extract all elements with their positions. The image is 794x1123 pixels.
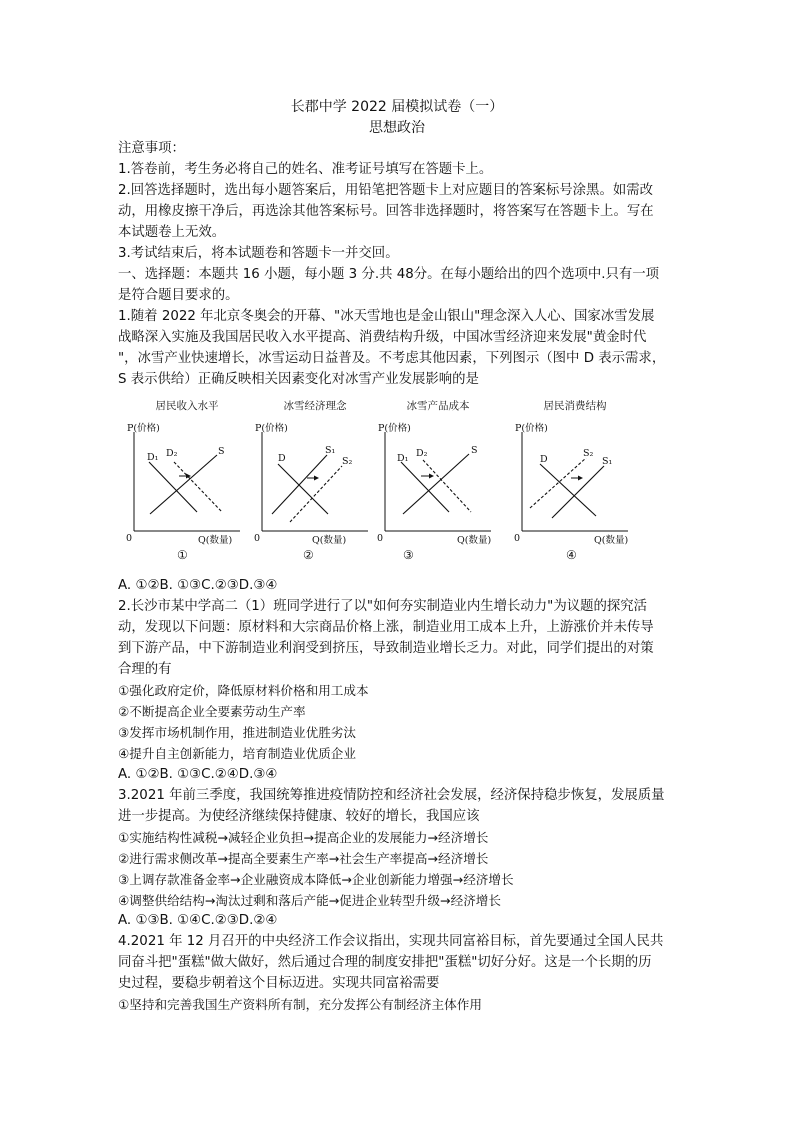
origin-label: 0 <box>377 533 384 544</box>
subject-title: 思想政治 <box>369 120 425 136</box>
y-axis-label: P(价格) <box>515 423 548 434</box>
supply-demand-graph <box>510 398 640 568</box>
q4-stem-line: 史过程，要稳步朝着这个目标迈进。实现共同富裕需要 <box>118 976 440 991</box>
notice-line: 3.考试结束后，将本试题卷和答题卡一并交回。 <box>118 246 399 261</box>
q3-stem-line: 进一步提高。为使经济继续保持健康、较好的增长，我国应该 <box>118 809 480 824</box>
diagram-income <box>122 398 252 568</box>
origin-label: 0 <box>514 533 521 544</box>
q2-options: A. ①②B. ①③C.②④D.③④ <box>118 767 278 782</box>
curve-label: D <box>278 453 286 464</box>
notice-line: 1.答卷前，考生务必将自己的姓名、准考证号填写在答题卡上。 <box>118 162 493 177</box>
diagram-number: ① <box>177 548 188 562</box>
diagram-number: ④ <box>566 548 577 562</box>
q3-item: ①实施结构性减税→减轻企业负担→提高企业的发展能力→经济增长 <box>118 830 489 845</box>
q4-item: ①坚持和完善我国生产资料所有制，充分发挥公有制经济主体作用 <box>118 997 482 1012</box>
diagram-concept <box>250 398 380 568</box>
q1-stem-line: "，冰雪产业快速增长，冰雪运动日益普及。不考虑其他因素，下列图示（图中 D 表示需求， <box>118 351 666 366</box>
q2-item: ④提升自主创新能力，培育制造业优质企业 <box>118 746 356 761</box>
diagram-consumption <box>510 398 640 568</box>
supply-demand-graph <box>122 398 252 568</box>
q4-stem-line: 同奋斗把"蛋糕"做大做好，然后通过合理的制度安排把"蛋糕"切好分好。这是一个长期的历 <box>118 955 652 970</box>
q3-item: ④调整供给结构→淘汰过剩和落后产能→促进企业转型升级→经济增长 <box>118 893 501 908</box>
q2-stem-line: 2.长沙市某中学高二（1）班同学进行了以"如何夯实制造业内生增长动力"为议题的探究活 <box>118 599 648 614</box>
q2-stem-line: 动，发现以下问题：原材料和大宗商品价格上涨，制造业用工成本上升，上游涨价并未传导 <box>118 620 654 635</box>
curve-label: D₁ <box>147 452 159 463</box>
supply-demand-graph <box>373 398 503 568</box>
q2-stem-line: 到下游产品，中下游制造业利润受到挤压，导致制造业增长乏力。对此，同学们提出的对策 <box>118 641 654 656</box>
q2-item: ②不断提高企业全要素劳动生产率 <box>118 704 306 719</box>
notice-line: 动，用橡皮擦干净后，再选涂其他答案标号。回答非选择题时，将答案写在答题卡上。写在 <box>118 204 654 219</box>
supply-demand-graph <box>250 398 380 568</box>
demand-curve <box>540 464 596 516</box>
x-axis-label: Q(数量) <box>198 535 233 546</box>
diagram-title: 冰雪产品成本 <box>406 400 470 412</box>
origin-label: 0 <box>126 533 133 544</box>
curve-label: S₁ <box>602 456 613 467</box>
q3-options: A. ①③B. ①④C.②③D.②④ <box>118 913 278 928</box>
supply-curve <box>403 454 469 514</box>
q3-item: ③上调存款准备金率→企业融资成本降低→企业创新能力增强→经济增长 <box>118 872 514 887</box>
q2-item: ①强化政府定价，降低原材料价格和用工成本 <box>118 683 369 698</box>
origin-label: 0 <box>254 533 261 544</box>
curve-label: D₁ <box>397 453 409 464</box>
q3-stem-line: 3.2021 年前三季度，我国统筹推进疫情防控和经济社会发展，经济保持稳步恢复，发展质量 <box>118 788 665 803</box>
q2-stem-line: 合理的有 <box>118 662 172 677</box>
curve-label: S <box>218 446 225 457</box>
section-heading-line: 是符合题目要求的。 <box>118 288 239 303</box>
demand-curve-d1 <box>401 462 449 512</box>
diagram-title: 冰雪经济理念 <box>283 400 347 412</box>
q1-stem-line: S 表示供给）正确反映相关因素变化对冰雪产业发展影响的是 <box>118 372 479 387</box>
demand-curve <box>278 464 328 514</box>
x-axis-label: Q(数量) <box>457 535 492 546</box>
diagram-title: 居民消费结构 <box>543 400 607 412</box>
x-axis-label: Q(数量) <box>312 535 347 546</box>
diagram-title: 居民收入水平 <box>155 400 219 412</box>
curve-label: S₁ <box>325 445 336 456</box>
q2-item: ③发挥市场机制作用，推进制造业优胜劣汰 <box>118 725 356 740</box>
supply-curve-s2 <box>530 458 586 508</box>
curve-label: S₂ <box>583 448 594 459</box>
supply-curve-s1 <box>552 466 604 518</box>
diagram-number: ③ <box>403 548 414 562</box>
y-axis-label: P(价格) <box>255 423 288 434</box>
curve-label: S <box>471 445 478 456</box>
curve-label: D <box>540 454 548 465</box>
y-axis-label: P(价格) <box>127 423 160 434</box>
supply-curve-s2 <box>290 466 342 522</box>
diagram-number: ② <box>303 548 314 562</box>
x-axis-label: Q(数量) <box>594 535 629 546</box>
demand-curve-d1 <box>149 462 197 512</box>
y-axis-label: P(价格) <box>378 423 411 434</box>
q4-stem-line: 4.2021 年 12 月召开的中央经济工作会议指出，实现共同富裕目标，首先要通过全国人民共 <box>118 934 664 949</box>
notice-line: 本试题卷上无效。 <box>118 225 226 240</box>
curve-label: D₂ <box>166 448 178 459</box>
exam-title: 长郡中学 2022 届模拟试卷（一） <box>290 99 504 115</box>
demand-curve-d2 <box>423 460 471 512</box>
section-heading-line: 一、选择题：本题共 16 小题，每小题 3 分.共 48分。在每小题给出的四个选项中.只有一项 <box>118 267 660 282</box>
notice-heading: 注意事项： <box>118 141 185 156</box>
supply-curve <box>150 455 217 514</box>
q1-stem-line: 1.随着 2022 年北京冬奥会的开幕、"冰天雪地也是金山银山"理念深入人心、国家冰雪发展 <box>118 309 655 324</box>
curve-label: S₂ <box>342 456 353 467</box>
q1-options: A. ①②B. ①③C.②③D.③④ <box>118 578 278 593</box>
q1-stem-line: 战略深入实施及我国居民收入水平提高、消费结构升级，中国冰雪经济迎来发展"黄金时代 <box>118 330 647 345</box>
curve-label: D₂ <box>416 448 428 459</box>
q3-item: ②进行需求侧改革→提高全要素生产率→社会生产率提高→经济增长 <box>118 851 489 866</box>
notice-line: 2.回答选择题时，选出每小题答案后，用铅笔把答题卡上对应题目的答案标号涂黑。如需改 <box>118 183 654 198</box>
diagram-cost <box>373 398 503 568</box>
